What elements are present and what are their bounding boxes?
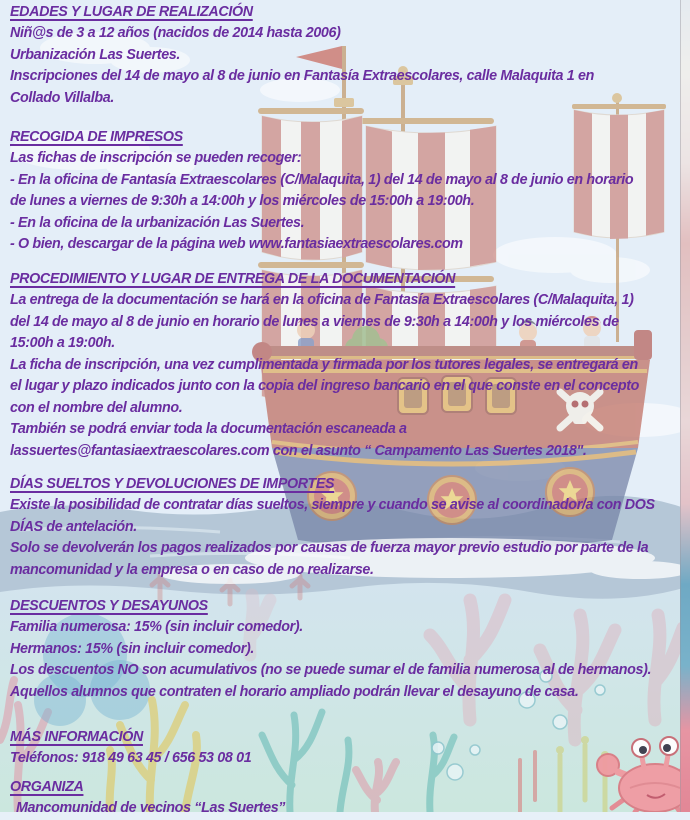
text-line: Hermanos: 15% (sin incluir comedor). <box>10 640 255 657</box>
text-line: lassuertes@fantasiaextraescolares.com con el asunto “ Campamento Las Suertes 2018". <box>10 442 587 459</box>
section-organiza <box>10 777 686 820</box>
text-line: de lunes a viernes de 9:30h a 14:00h y los miércoles de 15:00h a 19:00h. <box>10 193 475 210</box>
section-descuentos-desayunos <box>10 596 686 703</box>
phone-numbers: Teléfonos: 918 49 63 45 / 656 53 08 01 <box>10 750 252 767</box>
text-line: Inscripciones del 14 de mayo al 8 de junio en Fantasía Extraescolares, calle Malaquita 1 en <box>10 68 594 85</box>
text-line: del 14 de mayo al 8 de junio en horario de lunes a viernes de 9:30h a 14:00h y los miércoles de <box>10 313 619 330</box>
text-line: mancomunidad y la empresa o en caso de no realizarse. <box>10 561 374 578</box>
text-line: Niñ@s de 3 a 12 años (nacidos de 2014 hasta 2006) <box>10 25 341 42</box>
text-line: La entrega de la documentación se hará en la oficina de Fantasía Extraescolares (C/Malaquita, 1) <box>10 292 634 309</box>
section-recogida-impresos <box>10 127 686 256</box>
section-heading: DESCUENTOS Y DESAYUNOS <box>10 598 208 614</box>
text-line: Solo se devolverán los pagos realizados por causas de fuerza mayor previo estudio por parte de la <box>10 540 649 557</box>
text-line: Las fichas de inscripción se pueden recoger: <box>10 150 302 167</box>
section-heading: DÍAS SUELTOS Y DEVOLUCIONES DE IMPORTES <box>10 476 335 492</box>
text-line: Los descuentos NO son acumulativos (no se puede sumar el de familia numerosa al de hermanos). <box>10 662 652 679</box>
text-line: Collado Villalba. <box>10 89 114 106</box>
flyer-text <box>10 0 686 817</box>
section-heading: RECOGIDA DE IMPRESOS <box>10 129 183 145</box>
text-line: Urbanización Las Suertes. <box>10 46 181 63</box>
section-heading: PROCEDIMIENTO Y LUGAR DE ENTREGA DE LA DOCUMENTACIÓN <box>10 271 456 287</box>
section-heading: ORGANIZA <box>10 779 84 795</box>
section-procedimiento-entrega <box>10 269 686 462</box>
section-dias-sueltos-devoluciones <box>10 474 686 581</box>
organizer-name: Mancomunidad de vecinos “Las Suertes” <box>16 800 286 817</box>
section-mas-informacion <box>10 727 686 770</box>
text-line: el lugar y plazo indicados junto con la copia del ingreso bancario en el que conste en el concepto <box>10 378 640 395</box>
text-line: Existe la posibilidad de contratar días sueltos, siempre y cuando se avise al coordinador/a con DOS <box>10 497 655 514</box>
text-line: Aquellos alumnos que contraten el horario ampliado podrán llevar el desayuno de casa. <box>10 683 579 700</box>
text-line: Familia numerosa: 15% (sin incluir comedor). <box>10 619 303 636</box>
text-line: con el nombre del alumno. <box>10 399 183 416</box>
text-line: También se podrá enviar toda la documentación escaneada a <box>10 421 407 438</box>
text-line: DÍAS de antelación. <box>10 518 137 535</box>
section-heading: MÁS INFORMACIÓN <box>10 729 143 745</box>
section-edades-y-lugar <box>10 2 686 109</box>
text-line: - O bien, descargar de la página web www.fantasiaextraescolares.com <box>10 236 463 253</box>
text-line: - En la oficina de Fantasía Extraescolares (C/Malaquita, 1) del 14 de mayo al 8 de junio en horario <box>10 171 634 188</box>
text-line: - En la oficina de la urbanización Las Suertes. <box>10 214 305 231</box>
text-line: La ficha de inscripción, una vez cumplimentada y firmada por los tutores legales, se entregará en <box>10 356 638 373</box>
section-heading: EDADES Y LUGAR DE REALIZACIÓN <box>10 4 253 20</box>
text-line: 15:00h a 19:00h. <box>10 335 115 352</box>
